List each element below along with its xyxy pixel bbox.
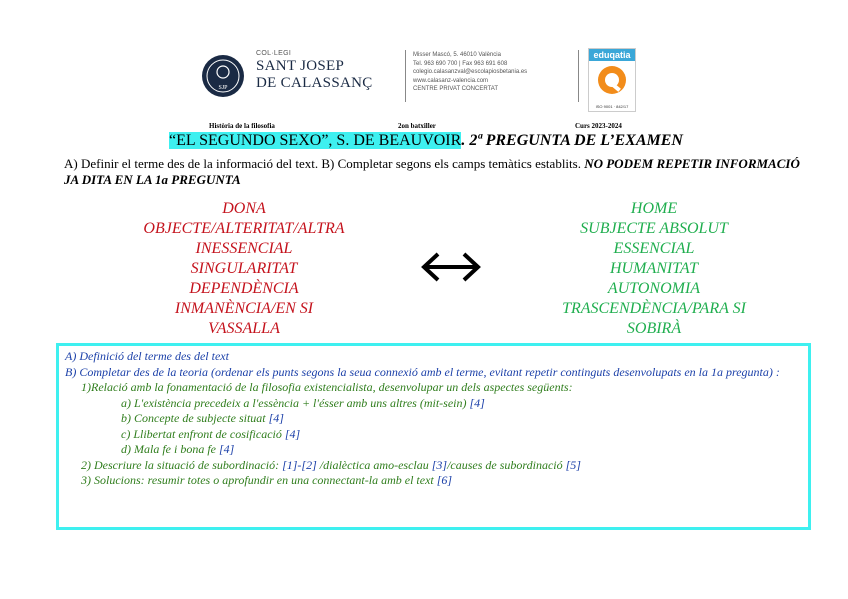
outline-ref: [1]-[2]	[282, 457, 317, 472]
address-line: Tel. 963 690 700 | Fax 963 691 608	[413, 60, 508, 67]
school-name-line2: DE CALASSANÇ	[256, 75, 373, 91]
outline-text: /dialèctica amo-esclau	[319, 457, 429, 472]
right-term: TRASCENDÈNCIA/PARA SI	[562, 300, 746, 317]
left-column	[84, 199, 404, 339]
outline-text: b) Concepte de subjecte situat	[121, 411, 266, 425]
school-address	[413, 51, 527, 94]
outline-text: d) Mala fe i bona fe	[121, 442, 216, 456]
address-line: colegio.calasanzval@escolapiosbetania.es	[413, 69, 528, 75]
outline-ref: [6]	[436, 473, 453, 487]
outline-point-1b	[65, 411, 802, 427]
right-term: ESSENCIAL	[613, 240, 695, 257]
meta-subject: Història de la filosofia	[209, 122, 275, 130]
address-line: Misser Mascó, 5. 46010 València	[413, 52, 501, 58]
page-title	[66, 132, 786, 150]
school-seal-icon	[201, 54, 245, 98]
instructions	[64, 156, 800, 188]
outline-text: c) Llibertat enfront de cosificació	[121, 426, 282, 441]
outline-ref: [3]	[431, 457, 448, 472]
outline-ref: [4]	[218, 442, 235, 456]
left-term: SINGULARITAT	[190, 260, 298, 277]
address-line: www.calasanz-valencia.com	[413, 77, 489, 84]
outline-point-1a	[65, 396, 802, 412]
exam-outline-box	[56, 343, 811, 530]
outline-ref: [4]	[469, 395, 485, 410]
left-term: VASSALLA	[208, 320, 280, 337]
outline-ref: [4]	[284, 426, 301, 441]
outline-text: a) L'existència precedeix a l'essència + l'ésser amb uns altres (mit-sein)	[121, 395, 467, 410]
right-column	[494, 199, 814, 339]
outline-point-1d	[65, 442, 802, 458]
divider	[405, 50, 406, 102]
outline-text: /causes de subordinació	[447, 457, 563, 472]
left-term: OBJECTE/ALTERITAT/ALTRA	[143, 220, 345, 237]
title-rest: . 2ª PREGUNTA DE L’EXAMEN	[461, 132, 683, 149]
outline-ref: [5]	[565, 457, 581, 472]
outline-ref: [4]	[268, 411, 284, 425]
meta-year: Curs 2023-2024	[575, 122, 622, 130]
school-small-label: COL·LEGI	[256, 50, 292, 57]
left-term: DEPENDÈNCIA	[189, 280, 299, 297]
instructions-emphasis: NO PODEM REPETIR INFORMACIÓ JA DITA EN LA 1a PREGUNTA	[64, 156, 800, 187]
address-line: CENTRE PRIVAT CONCERTAT	[413, 86, 499, 92]
right-term: HOME	[630, 200, 678, 217]
outline-point-2	[65, 458, 802, 474]
right-term: SUBJECTE ABSOLUT	[580, 220, 728, 237]
left-term: INESSENCIAL	[195, 240, 293, 257]
eduqatia-badge	[588, 48, 636, 112]
school-name-line1: SANT JOSEP	[256, 58, 345, 74]
school-name	[256, 50, 373, 91]
meta-course: 2on batxiller	[398, 122, 436, 130]
outline-text: 3) Solucions: resumir totes o aprofundir en una connectant-la amb el text	[81, 473, 434, 487]
instructions-text: A) Definir el terme des de la informació del text. B) Completar segons els camps temàtics establits.	[64, 156, 581, 171]
letterhead	[0, 44, 848, 114]
badge-label: eduqatia	[589, 49, 635, 61]
left-term: INMANÈNCIA/EN SI	[174, 300, 314, 317]
quality-q-icon	[589, 61, 635, 99]
outline-text: 2) Descriure la situació de subordinació:	[81, 457, 280, 472]
title-highlight: “EL SEGUNDO SEXO”, S. DE BEAUVOIR	[169, 132, 462, 149]
outline-point-1: 1)Relació amb la fonamentació de la filosofia existencialista, desenvolupar un dels aspectes següents:	[81, 380, 573, 394]
badge-code: ISO 9001 · 842/17	[595, 104, 629, 109]
divider	[578, 50, 579, 102]
outline-point-1c	[65, 427, 802, 443]
double-arrow-icon	[418, 248, 484, 286]
outline-point-3	[65, 473, 802, 489]
seal-text: SJP	[218, 85, 228, 91]
outline-a: A) Definició del terme des del text	[65, 349, 229, 363]
left-term: DONA	[222, 200, 266, 217]
right-term: AUTONOMIA	[607, 280, 701, 297]
right-term: HUMANITAT	[610, 260, 698, 277]
outline-b: B) Completar des de la teoria (ordenar els punts segons la seua connexió amb el terme, evitant repetir continguts desenvolupats en la 1a pregunta) :	[65, 364, 780, 379]
right-term: SOBIRÀ	[626, 320, 682, 337]
